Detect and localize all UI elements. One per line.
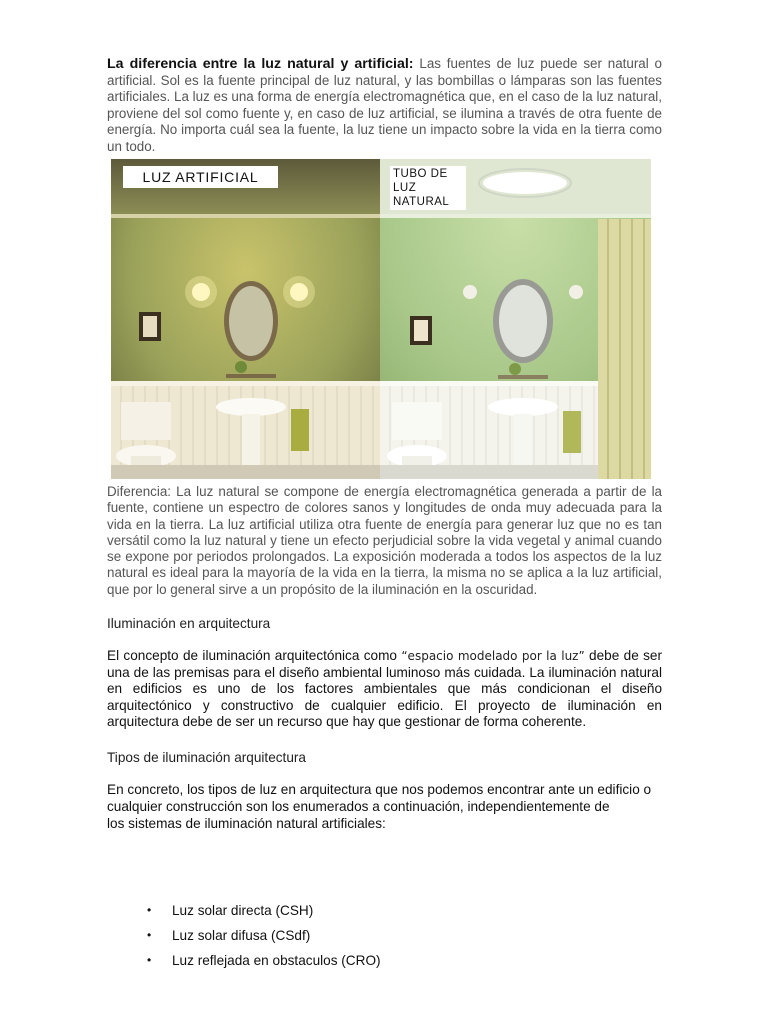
artificial-bathroom-illustration (111, 159, 380, 479)
bathroom-comparison-image (111, 159, 651, 479)
tipos-line-2: cualquier construcción son los enumerados a continuación, independientemente de (107, 799, 610, 814)
intro-paragraph (107, 56, 662, 156)
artificial-light-label: LUZ ARTIFICIAL (123, 166, 278, 188)
concepto-quote: “espacio modelado por la luz” (401, 649, 585, 663)
list-item-text: Luz reflejada en obstaculos (CRO) (172, 953, 381, 968)
tipos-line-1: En concreto, los tipos de luz en arquitectura que nos podemos encontrar ante un edificio o (107, 782, 652, 797)
bullet-icon: • (147, 953, 152, 967)
intro-text: Las fuentes de luz puede ser natural o artificial. Sol es la fuente principal de luz natural, y las bombillas o lámparas son las fuentes artificiales. La luz es una forma de energía electromagnética que, en el caso de la luz natural, proviene del sol como fuente y, en caso de luz artificial, se ilumina a través de otra fuente de energía. No importa cuál sea la fuente, la luz tiene un impacto sobre la vida en la tierra como un todo. (107, 56, 662, 154)
heading-tipos-iluminacion: Tipos de iluminación arquitectura (107, 750, 306, 765)
artificial-light-photo (111, 159, 380, 479)
concepto-after: debe de ser una de las premisas para el diseño ambiental luminoso más cuidada. La iluminación natural en edificios es uno de los factores ambientales que más condicionan el diseño arquitectónico y constructivo de cualquier edificio. El proyecto de iluminación en arquitectura debe de ser un recurso que hay que gestionar de forma coherente. (107, 648, 662, 730)
tipos-line-3: los sistemas de iluminación natural artificiales: (107, 816, 386, 831)
heading-iluminacion-arquitectura: Iluminación en arquitectura (107, 616, 271, 631)
list-item (147, 898, 381, 923)
intro-lead: La diferencia entre la luz natural y artificial: (107, 56, 414, 72)
bullet-icon: • (147, 903, 152, 917)
list-item-text: Luz solar difusa (CSdf) (172, 928, 311, 943)
concepto-before: El concepto de iluminación arquitectónica como (107, 648, 402, 663)
concepto-paragraph (107, 648, 662, 731)
document-page (107, 56, 662, 156)
tipos-paragraph (107, 781, 667, 832)
list-item-text: Luz solar directa (CSH) (172, 903, 314, 918)
natural-light-label: TUBO DE LUZ NATURAL (390, 166, 466, 210)
natural-light-photo (380, 159, 651, 479)
list-item (147, 948, 381, 973)
bullet-icon: • (147, 928, 152, 942)
diferencia-paragraph: Diferencia: La luz natural se compone de energía electromagnética generada a partir de la fuente, contiene un espectro de colores sanos y longitudes de onda muy adecuada para la vida en la tierra. La luz artificial utiliza otra fuente de energía para generar luz que no es tan versátil como la luz natural y tiene un efecto perjudicial sobre la vida vegetal y animal cuando se expone por periodos prolongados. La exposición moderada a todos los aspectos de la luz natural es ideal para la mayoría de la vida en la tierra, la misma no se aplica a la luz artificial, que por lo general sirve a un propósito de la iluminación en la oscuridad. (107, 484, 662, 597)
list-item (147, 923, 381, 948)
luz-types-list (147, 898, 381, 973)
